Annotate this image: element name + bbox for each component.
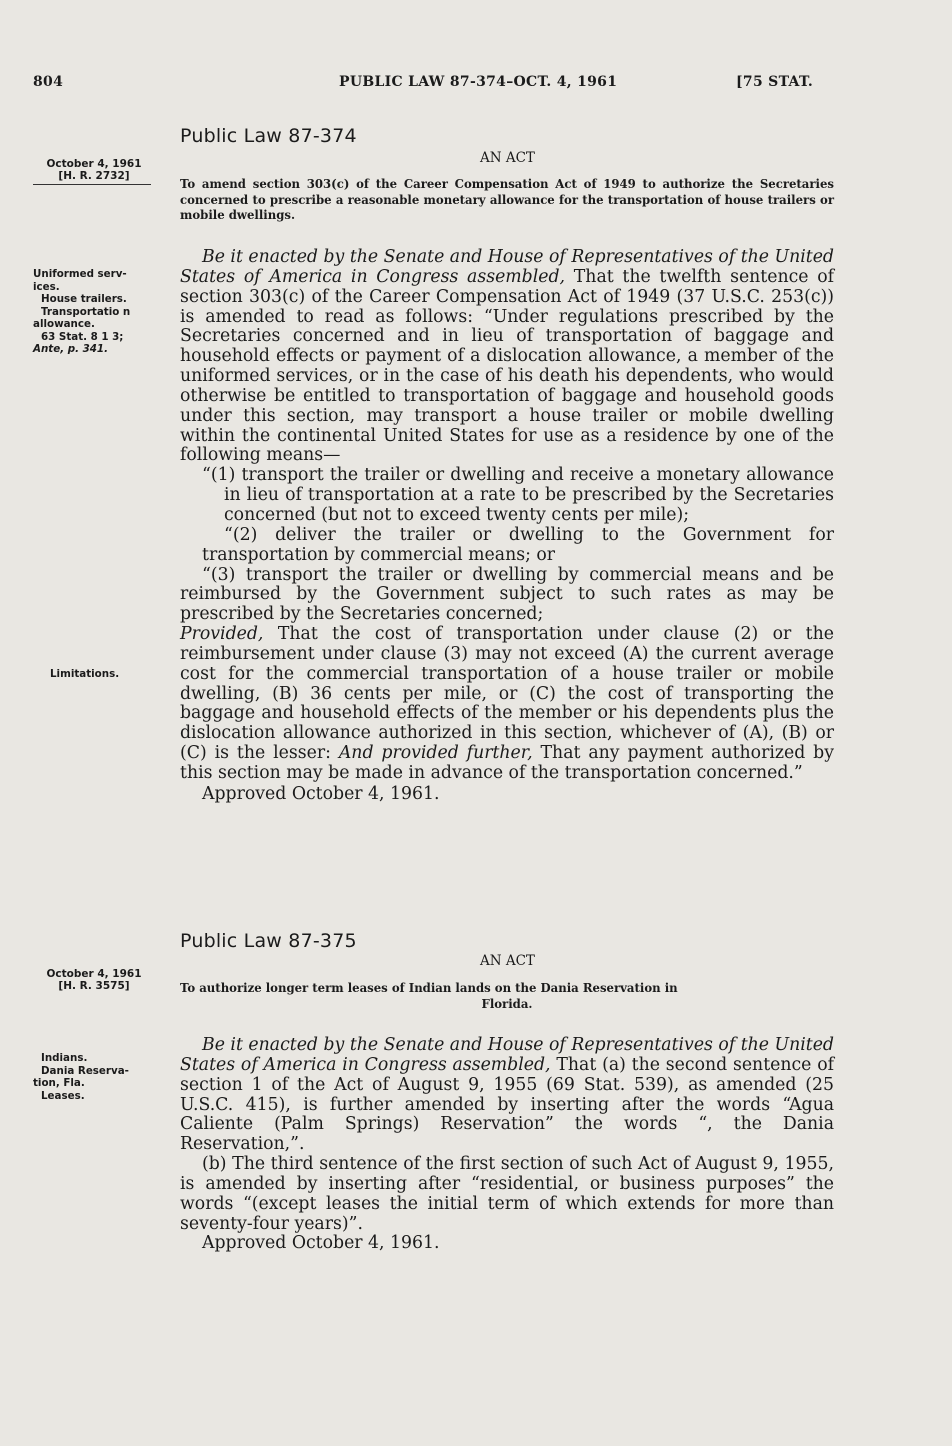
law-2-approved: Approved October 4, 1961. [202, 1233, 440, 1254]
law-1-proviso-word: Provided, [180, 624, 264, 645]
page-number: 804 [33, 74, 64, 90]
law-1-body [180, 248, 834, 805]
side-note-indians: Indians. [41, 1052, 88, 1064]
side-note-uniformed-services-cont: ices. [33, 280, 60, 293]
law-1-clause-3: “(3) transport the trailer or dwelling by commercial means and be reimbursed by the Government subject to such rates as may be prescribed by the Secretaries concerned; [180, 564, 834, 625]
law-2-purpose-line-1: To authorize longer term leases of Indian lands on the Dania Reservation in [180, 981, 678, 995]
side-note-limitations: Limitations. [50, 668, 120, 680]
law-2-side-notes [33, 1052, 149, 1102]
law-2-bill-number: [H. R. 3575] [58, 980, 130, 992]
law-1-title: Public Law 87-374 [180, 125, 357, 147]
law-2-act-label: AN ACT [480, 953, 535, 969]
law-2-purpose-line-2: Florida. [481, 996, 533, 1011]
law-1-date: October 4, 1961 [46, 158, 142, 170]
side-note-transportation: Transportatio n [41, 305, 131, 318]
side-note-ante: Ante, p. 341. [33, 343, 108, 355]
law-1-purpose: To amend section 303(c) of the Career Compensation Act of 1949 to authorize the Secretaries concerned to prescribe a reasonable monetary allowance for the transportation of house trailers or mobile dwellings. [180, 177, 834, 222]
law-2-purpose [180, 981, 834, 1012]
law-1-proviso-end: That any payment authorized by this section may be made in advance of the transportation concerned.” [180, 743, 834, 783]
side-note-uniformed-services: Uniformed serv- [33, 268, 127, 280]
law-1-proviso-text: That the cost of transportation under clause (2) or the reimbursement under clause (3) may not exceed (A) the current average cost for the commercial transportation of a house trailer or mobile dwelling, (B) 36 cents per mile, or (C) the cost of transporting the baggage and household effects of the member or his dependents plus the dislocation allowance authorized in this section, whichever of (A), (B) or (C) is the lesser: [180, 624, 834, 764]
law-1-text-intro: That the twelfth sentence of section 303(c) of the Career Compensation Act of 1949 (37 U.S.C. 253(c)) is amended to read as follows: “Under regulations prescribed by the Secretaries concerned and in lieu of transportation of baggage and household effects or payment of a dislocation allowance, a member of the uniformed services, or in the case of his death his dependents, who would otherwise be entitled to transportation of baggage and household goods under this section, may transport a house trailer or mobile dwelling within the continental United States for use as a residence by one of the following means— [180, 266, 835, 466]
side-note-allowance: allowance. [33, 318, 95, 330]
law-2-title: Public Law 87-375 [180, 930, 357, 952]
law-1-date-block [36, 158, 152, 182]
running-title: PUBLIC LAW 87-374–OCT. 4, 1961 [339, 74, 618, 90]
law-1-clause-2: “(2) deliver the trailer or dwelling to the Government for transportation by commercial means; or [202, 524, 834, 565]
law-2-enacting-clause: Be it enacted by the Senate and House of Representatives of the United States of America in Congress assembled, [180, 1035, 834, 1075]
law-2-text-b: (b) The third sentence of the first section of such Act of August 9, 1955, is amended by inserting after “residential, or business purposes” the words “(except leases the initial term of which extends for more than seventy-four years)”. [180, 1154, 834, 1234]
law-1-clause-1: “(1) transport the trailer or dwelling and receive a monetary allowance in lieu of transportation at a rate to be prescribed by the Secretaries concerned (but not to exceed twenty cents per mile); [202, 465, 834, 525]
law-2-text-a: That (a) the second sentence of section 1 of the Act of August 9, 1955 (69 Stat. 539), as amended (25 U.S.C. 415), is further amended by inserting after the words “Agua Caliente (Palm Springs) Reservation” the words “, the Dania Reservation,”. [180, 1054, 835, 1155]
law-2-body [180, 1036, 834, 1254]
law-1-enacting-clause: Be it enacted by the Senate and House of Representatives of the United States of America in Congress assembled, [180, 247, 834, 287]
side-note-dania-reservation: Dania Reserva- [41, 1064, 129, 1077]
side-note-leases: Leases. [41, 1089, 85, 1102]
law-1-bill-number: [H. R. 2732] [58, 170, 130, 182]
law-2-date-block [36, 968, 152, 992]
law-1-side-notes [33, 268, 149, 356]
volume-reference: [75 STAT. [736, 74, 814, 90]
law-1-date-rule [33, 184, 151, 185]
law-1-approved: Approved October 4, 1961. [202, 783, 440, 804]
law-1-act-label: AN ACT [480, 150, 535, 166]
side-note-house-trailers: House trailers. [41, 293, 127, 305]
law-2-date: October 4, 1961 [46, 968, 142, 980]
side-note-dania-reservation-cont: tion, Fla. [33, 1077, 85, 1089]
side-note-stat-citation: 63 Stat. 8 1 3; [41, 330, 124, 343]
law-1-proviso-further: And provided further, [338, 743, 533, 764]
